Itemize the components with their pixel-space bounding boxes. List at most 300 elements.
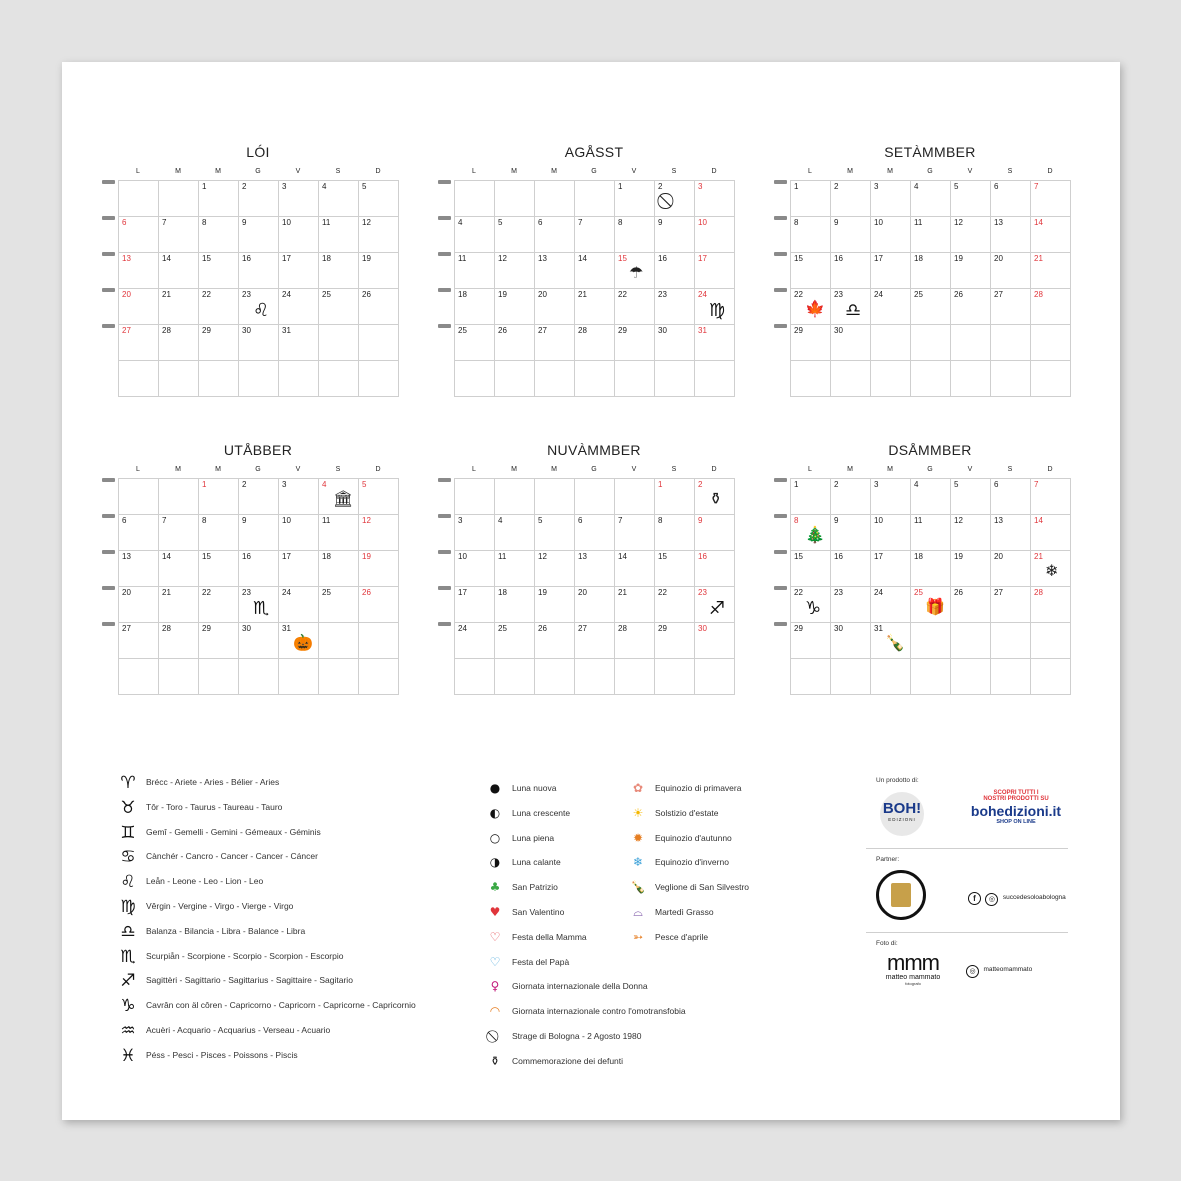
day-number: 12 xyxy=(538,552,547,561)
day-number: 2 xyxy=(242,182,247,191)
event-legend-text: Strage di Bologna - 2 Agosto 1980 xyxy=(512,1031,642,1041)
event-legend-text: San Valentino xyxy=(512,907,565,917)
day-number: 19 xyxy=(954,254,963,263)
day-number: 26 xyxy=(362,290,371,299)
day-cell xyxy=(159,515,199,551)
day-number: 20 xyxy=(538,290,547,299)
defunti-icon: ⚱ xyxy=(489,1053,501,1068)
spring-flower-icon: ✿ xyxy=(632,781,644,795)
empty-cell xyxy=(695,659,735,695)
day-cell xyxy=(119,587,159,623)
day-number: 10 xyxy=(282,218,291,227)
day-number: 22 xyxy=(618,290,627,299)
taurus-icon: ♉ xyxy=(120,797,136,818)
row-tab xyxy=(102,586,115,590)
partner-logo xyxy=(876,870,926,920)
day-number: 30 xyxy=(834,624,843,633)
day-cell xyxy=(695,515,735,551)
day-number: 29 xyxy=(794,326,803,335)
cancer-icon: ♋ xyxy=(120,847,136,868)
day-cell xyxy=(911,253,951,289)
day-cell xyxy=(239,623,279,659)
day-cell xyxy=(911,181,951,217)
snowflake-icon: ❄ xyxy=(1045,563,1059,580)
weekday-label: D xyxy=(1047,168,1053,175)
promo-block[interactable] xyxy=(962,790,1070,825)
empty-cell xyxy=(239,361,279,397)
month-2 xyxy=(774,144,1086,404)
capricorn-icon: ♑ xyxy=(120,996,136,1017)
day-cell xyxy=(911,587,951,623)
pisces-icon: ♓ xyxy=(120,1045,136,1066)
day-number: 13 xyxy=(122,552,131,561)
day-cell xyxy=(159,623,199,659)
row-tab xyxy=(102,324,115,328)
row-tab xyxy=(438,622,451,626)
day-cell xyxy=(119,253,159,289)
day-number: 23 xyxy=(242,290,251,299)
day-number: 31 xyxy=(282,624,291,633)
weekday-label: V xyxy=(967,466,973,473)
day-number: 25 xyxy=(322,588,331,597)
day-cell xyxy=(871,217,911,253)
day-number: 16 xyxy=(834,254,843,263)
instagram-icon[interactable]: ◎ xyxy=(966,965,979,978)
day-number: 15 xyxy=(794,254,803,263)
day-number: 26 xyxy=(362,588,371,597)
weekday-label: M xyxy=(215,168,221,175)
day-cell xyxy=(455,253,495,289)
promo-line-1: SCOPRI TUTTI I xyxy=(993,790,1039,796)
weekday-label: S xyxy=(671,466,677,473)
day-number: 25 xyxy=(914,290,923,299)
aquarius-icon: ♒ xyxy=(120,1021,136,1041)
empty-cell xyxy=(951,361,991,397)
empty-cell xyxy=(455,479,495,515)
day-cell xyxy=(615,217,655,253)
empty-cell xyxy=(951,325,991,361)
day-cell xyxy=(695,289,735,325)
weekday-label: S xyxy=(335,466,341,473)
day-cell xyxy=(119,515,159,551)
day-number: 14 xyxy=(162,552,171,561)
day-number: 20 xyxy=(578,588,587,597)
empty-cell xyxy=(359,623,399,659)
day-number: 13 xyxy=(994,516,1003,525)
day-number: 25 xyxy=(322,290,331,299)
partner-handle[interactable]: succedesoloabologna xyxy=(1002,894,1066,901)
day-number: 6 xyxy=(122,516,127,525)
month-title: DSÅMMBER xyxy=(888,442,972,458)
day-number: 13 xyxy=(578,552,587,561)
day-number: 28 xyxy=(1034,588,1043,597)
day-cell xyxy=(495,253,535,289)
day-number: 27 xyxy=(538,326,547,335)
day-cell xyxy=(199,515,239,551)
day-number: 13 xyxy=(122,254,131,263)
pumpkin-icon: 🎃 xyxy=(293,635,313,652)
weekday-label: M xyxy=(175,466,181,473)
day-cell xyxy=(1031,289,1071,325)
day-number: 6 xyxy=(578,516,583,525)
day-cell xyxy=(239,479,279,515)
day-number: 11 xyxy=(322,218,331,227)
day-cell xyxy=(831,515,871,551)
day-number: 18 xyxy=(914,254,923,263)
day-number: 19 xyxy=(538,588,547,597)
day-number: 25 xyxy=(458,326,467,335)
day-cell xyxy=(951,289,991,325)
empty-cell xyxy=(159,659,199,695)
snowflake-icon: ❄ xyxy=(632,855,644,870)
day-cell xyxy=(239,587,279,623)
sun-icon: ☀ xyxy=(632,805,644,820)
gemini-icon: ♊ xyxy=(120,822,136,843)
zodiac-legend-text: Tôr - Toro - Taurus - Taureau - Tauro xyxy=(146,801,283,812)
day-cell xyxy=(239,217,279,253)
partner-social[interactable] xyxy=(968,888,1066,906)
day-number: 4 xyxy=(322,480,327,489)
weekday-label: M xyxy=(887,168,893,175)
day-cell xyxy=(655,479,695,515)
empty-cell xyxy=(951,623,991,659)
boh-logo xyxy=(880,792,924,836)
empty-cell xyxy=(279,361,319,397)
empty-cell xyxy=(359,361,399,397)
month-grid xyxy=(790,478,1071,695)
empty-cell xyxy=(991,623,1031,659)
empty-cell xyxy=(535,659,575,695)
row-tab xyxy=(774,252,787,256)
day-cell xyxy=(791,325,831,361)
photo-logo-sub: fotografo xyxy=(905,981,921,986)
day-number: 30 xyxy=(698,624,707,633)
weekday-label: G xyxy=(591,466,597,473)
day-number: 24 xyxy=(458,624,467,633)
day-number: 3 xyxy=(698,182,703,191)
month-5 xyxy=(774,442,1086,702)
row-tab xyxy=(438,180,451,184)
day-number: 30 xyxy=(834,326,843,335)
day-cell xyxy=(359,289,399,325)
day-cell xyxy=(695,181,735,217)
row-tab xyxy=(102,216,115,220)
day-number: 14 xyxy=(618,552,627,561)
day-cell xyxy=(239,515,279,551)
day-number: 27 xyxy=(122,326,131,335)
month-grid xyxy=(790,180,1071,397)
day-cell xyxy=(119,217,159,253)
day-cell xyxy=(455,217,495,253)
virgo-icon: ♍ xyxy=(120,897,136,917)
event-legend-text: Commemorazione dei defunti xyxy=(512,1055,624,1066)
day-cell xyxy=(199,623,239,659)
day-number: 16 xyxy=(658,254,667,263)
day-number: 12 xyxy=(954,218,963,227)
empty-cell xyxy=(951,659,991,695)
day-cell xyxy=(655,289,695,325)
day-number: 27 xyxy=(578,624,587,633)
day-cell xyxy=(239,181,279,217)
day-number: 10 xyxy=(698,218,707,227)
new-moon-icon: ● xyxy=(489,781,501,795)
weekday-label: G xyxy=(255,466,261,473)
event-legend-text: Luna crescente xyxy=(512,807,571,818)
weekday-label: L xyxy=(136,466,140,473)
day-cell xyxy=(279,289,319,325)
day-number: 18 xyxy=(498,588,507,597)
day-number: 26 xyxy=(954,588,963,597)
day-cell xyxy=(615,253,655,289)
day-number: 10 xyxy=(458,552,467,561)
day-cell xyxy=(359,587,399,623)
day-cell xyxy=(279,181,319,217)
day-cell xyxy=(119,551,159,587)
row-tab xyxy=(774,514,787,518)
libra-icon: ♎ xyxy=(120,921,136,942)
weekday-label: M xyxy=(847,466,853,473)
day-cell xyxy=(199,289,239,325)
day-cell xyxy=(359,253,399,289)
event-legend-text: San Patrizio xyxy=(512,882,558,893)
empty-cell xyxy=(831,659,871,695)
event-legend-text: Giornata internazionale della Donna xyxy=(512,981,648,992)
day-cell xyxy=(319,587,359,623)
day-cell xyxy=(695,551,735,587)
empty-cell xyxy=(1031,361,1071,397)
empty-cell xyxy=(615,479,655,515)
day-cell xyxy=(655,253,695,289)
day-number: 16 xyxy=(698,552,707,561)
day-number: 18 xyxy=(322,254,331,263)
row-tab xyxy=(102,550,115,554)
day-number: 1 xyxy=(202,182,207,191)
day-cell xyxy=(871,515,911,551)
empty-cell xyxy=(871,325,911,361)
photo-handle[interactable]: matteomammato xyxy=(983,966,1033,973)
zodiac-legend xyxy=(118,774,478,1074)
day-cell xyxy=(279,217,319,253)
zodiac-legend-text: Brécc - Ariete - Aries - Bélier - Aries xyxy=(146,777,280,787)
empty-cell xyxy=(159,361,199,397)
day-cell xyxy=(455,515,495,551)
empty-cell xyxy=(575,361,615,397)
day-cell xyxy=(655,623,695,659)
day-cell xyxy=(359,551,399,587)
day-cell xyxy=(455,623,495,659)
day-number: 10 xyxy=(874,516,883,525)
day-cell xyxy=(871,587,911,623)
row-tab xyxy=(774,478,787,482)
day-cell xyxy=(495,289,535,325)
champagne-icon: 🍾 xyxy=(885,635,905,652)
day-number: 12 xyxy=(498,254,507,263)
day-number: 19 xyxy=(362,552,371,561)
day-cell xyxy=(695,587,735,623)
day-number: 5 xyxy=(954,182,959,191)
day-cell xyxy=(911,217,951,253)
day-cell xyxy=(831,479,871,515)
row-tab xyxy=(438,216,451,220)
month-grid xyxy=(454,478,735,695)
day-cell xyxy=(911,479,951,515)
day-cell xyxy=(615,289,655,325)
day-cell xyxy=(239,551,279,587)
facebook-icon[interactable]: f xyxy=(968,892,981,905)
month-4 xyxy=(438,442,750,702)
weekday-label: M xyxy=(215,466,221,473)
day-number: 14 xyxy=(1034,516,1043,525)
empty-cell xyxy=(159,479,199,515)
empty-cell xyxy=(359,325,399,361)
day-number: 6 xyxy=(122,218,127,227)
credits-divider-2 xyxy=(866,932,1068,933)
day-number: 12 xyxy=(362,516,371,525)
day-number: 21 xyxy=(578,290,587,299)
day-number: 23 xyxy=(834,290,843,299)
day-cell xyxy=(655,587,695,623)
day-cell xyxy=(695,217,735,253)
day-number: 7 xyxy=(1034,480,1039,489)
day-number: 16 xyxy=(242,254,251,263)
day-number: 18 xyxy=(458,290,467,299)
event-legend-text: Giornata internazionale contro l'omotransfobia xyxy=(512,1006,686,1017)
day-cell xyxy=(159,289,199,325)
dad-heart-icon: ♡ xyxy=(489,954,501,969)
day-number: 21 xyxy=(1034,552,1043,561)
day-number: 11 xyxy=(914,516,923,525)
day-number: 29 xyxy=(794,624,803,633)
empty-cell xyxy=(615,361,655,397)
weekday-label: V xyxy=(295,466,301,473)
day-number: 3 xyxy=(874,182,879,191)
defunti-icon: ⚱ xyxy=(709,491,723,508)
instagram-icon[interactable]: ◎ xyxy=(985,893,998,906)
month-0 xyxy=(102,144,414,404)
day-number: 8 xyxy=(658,516,663,525)
weekday-label: M xyxy=(511,168,517,175)
day-cell xyxy=(871,551,911,587)
day-number: 8 xyxy=(794,218,799,227)
day-number: 27 xyxy=(994,588,1003,597)
day-number: 25 xyxy=(498,624,507,633)
day-number: 5 xyxy=(498,218,503,227)
champagne-icon: 🍾 xyxy=(630,880,646,895)
day-number: 20 xyxy=(122,290,131,299)
empty-cell xyxy=(279,659,319,695)
photo-social[interactable] xyxy=(966,960,1032,978)
partner-logo-inner xyxy=(891,883,911,907)
day-cell xyxy=(159,217,199,253)
month-1 xyxy=(438,144,750,404)
day-number: 29 xyxy=(658,624,667,633)
day-cell xyxy=(495,623,535,659)
day-cell xyxy=(831,289,871,325)
day-number: 10 xyxy=(874,218,883,227)
empty-cell xyxy=(119,361,159,397)
row-tab xyxy=(774,550,787,554)
weekday-label: L xyxy=(472,168,476,175)
day-number: 25 xyxy=(914,588,923,597)
day-number: 14 xyxy=(162,254,171,263)
day-cell xyxy=(951,515,991,551)
day-cell xyxy=(791,217,831,253)
day-cell xyxy=(199,181,239,217)
day-number: 21 xyxy=(1034,254,1043,263)
empty-cell xyxy=(871,361,911,397)
day-cell xyxy=(239,253,279,289)
promo-line-2: NOSTRI PRODOTTI SU xyxy=(983,796,1049,802)
day-number: 22 xyxy=(794,290,803,299)
day-number: 11 xyxy=(458,254,467,263)
day-cell xyxy=(575,217,615,253)
day-cell xyxy=(655,325,695,361)
virgo-icon: ♍ xyxy=(709,300,726,321)
row-tab xyxy=(774,216,787,220)
weekday-label: G xyxy=(255,168,261,175)
day-number: 9 xyxy=(698,516,703,525)
day-number: 20 xyxy=(994,254,1003,263)
weekday-label: M xyxy=(551,466,557,473)
day-cell xyxy=(159,325,199,361)
empty-cell xyxy=(495,181,535,217)
day-cell xyxy=(791,289,831,325)
day-number: 24 xyxy=(698,290,707,299)
day-number: 28 xyxy=(162,624,171,633)
promo-site[interactable]: bohedizioni.it xyxy=(970,803,1062,819)
calendar-page xyxy=(62,62,1120,1120)
empty-cell xyxy=(159,181,199,217)
row-tab xyxy=(102,478,115,482)
day-cell xyxy=(791,551,831,587)
day-number: 23 xyxy=(698,588,707,597)
scorpio-icon: ♏ xyxy=(120,946,136,967)
day-number: 13 xyxy=(538,254,547,263)
day-cell xyxy=(991,217,1031,253)
day-cell xyxy=(495,217,535,253)
empty-cell xyxy=(1031,325,1071,361)
events-legend-b xyxy=(629,780,789,980)
day-cell xyxy=(951,181,991,217)
weekday-label: L xyxy=(472,466,476,473)
day-cell xyxy=(159,551,199,587)
day-number: 6 xyxy=(538,218,543,227)
day-cell xyxy=(119,623,159,659)
capricorn-icon: ♑ xyxy=(805,598,822,619)
day-cell xyxy=(951,217,991,253)
day-cell xyxy=(535,253,575,289)
day-cell xyxy=(831,551,871,587)
event-legend-text: Equinozio d'autunno xyxy=(655,832,732,843)
day-cell xyxy=(535,551,575,587)
row-tab xyxy=(438,324,451,328)
row-tab xyxy=(438,550,451,554)
boh-logo-text: BOH! xyxy=(882,800,922,817)
day-number: 7 xyxy=(162,516,167,525)
day-cell xyxy=(991,551,1031,587)
day-cell xyxy=(615,515,655,551)
empty-cell xyxy=(991,361,1031,397)
day-cell xyxy=(455,551,495,587)
weekday-label: M xyxy=(847,168,853,175)
day-number: 3 xyxy=(282,480,287,489)
weekday-label: L xyxy=(808,466,812,473)
row-tab xyxy=(102,180,115,184)
empty-cell xyxy=(455,659,495,695)
day-number: 28 xyxy=(1034,290,1043,299)
photo-logo xyxy=(878,952,948,986)
day-number: 15 xyxy=(794,552,803,561)
